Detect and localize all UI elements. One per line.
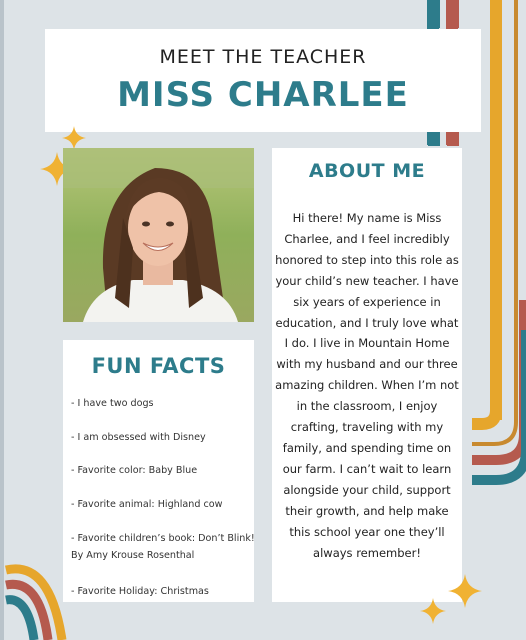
fun-fact-item: - Favorite color: Baby Blue: [71, 465, 198, 476]
header-card: [45, 29, 481, 132]
about-me-title: ABOUT ME: [308, 160, 426, 182]
teacher-photo: [63, 148, 254, 322]
fun-facts-title: FUN FACTS: [91, 354, 226, 378]
fun-facts-card: [63, 340, 254, 602]
teacher-name-title: MISS CHARLEE: [117, 75, 409, 115]
fun-fact-item: - Favorite animal: Highland cow: [71, 499, 223, 510]
teacher-photo-image: [63, 148, 254, 322]
header-subtitle: MEET THE TEACHER: [159, 46, 367, 68]
fun-fact-item: - Favorite Holiday: Christmas: [71, 586, 209, 597]
sparkle-icon: [420, 598, 446, 624]
about-me-body: Hi there! My name is Miss Charlee, and I feel incredibly honored to step into this role as your child’s new teacher. I have six years of experience in education, and I truly love what I do. I live in Mountain Home with my husband and our three amazing children. When I’m not in the classroom, I enjoy crafting, traveling with my family, and spending time on our farm. I can’t wait to learn alongside your child, support their growth, and help make this school year one they’ll always remember!: [275, 211, 459, 560]
fun-fact-item: - Favorite children’s book: Don’t Blink! By Amy Krouse Rosenthal: [71, 533, 255, 561]
fun-fact-item: - I am obsessed with Disney: [71, 432, 206, 443]
sparkle-icon: [448, 574, 482, 608]
sparkle-icon: [62, 126, 86, 150]
about-me-card: [272, 148, 462, 602]
fun-fact-item: - I have two dogs: [71, 398, 154, 409]
